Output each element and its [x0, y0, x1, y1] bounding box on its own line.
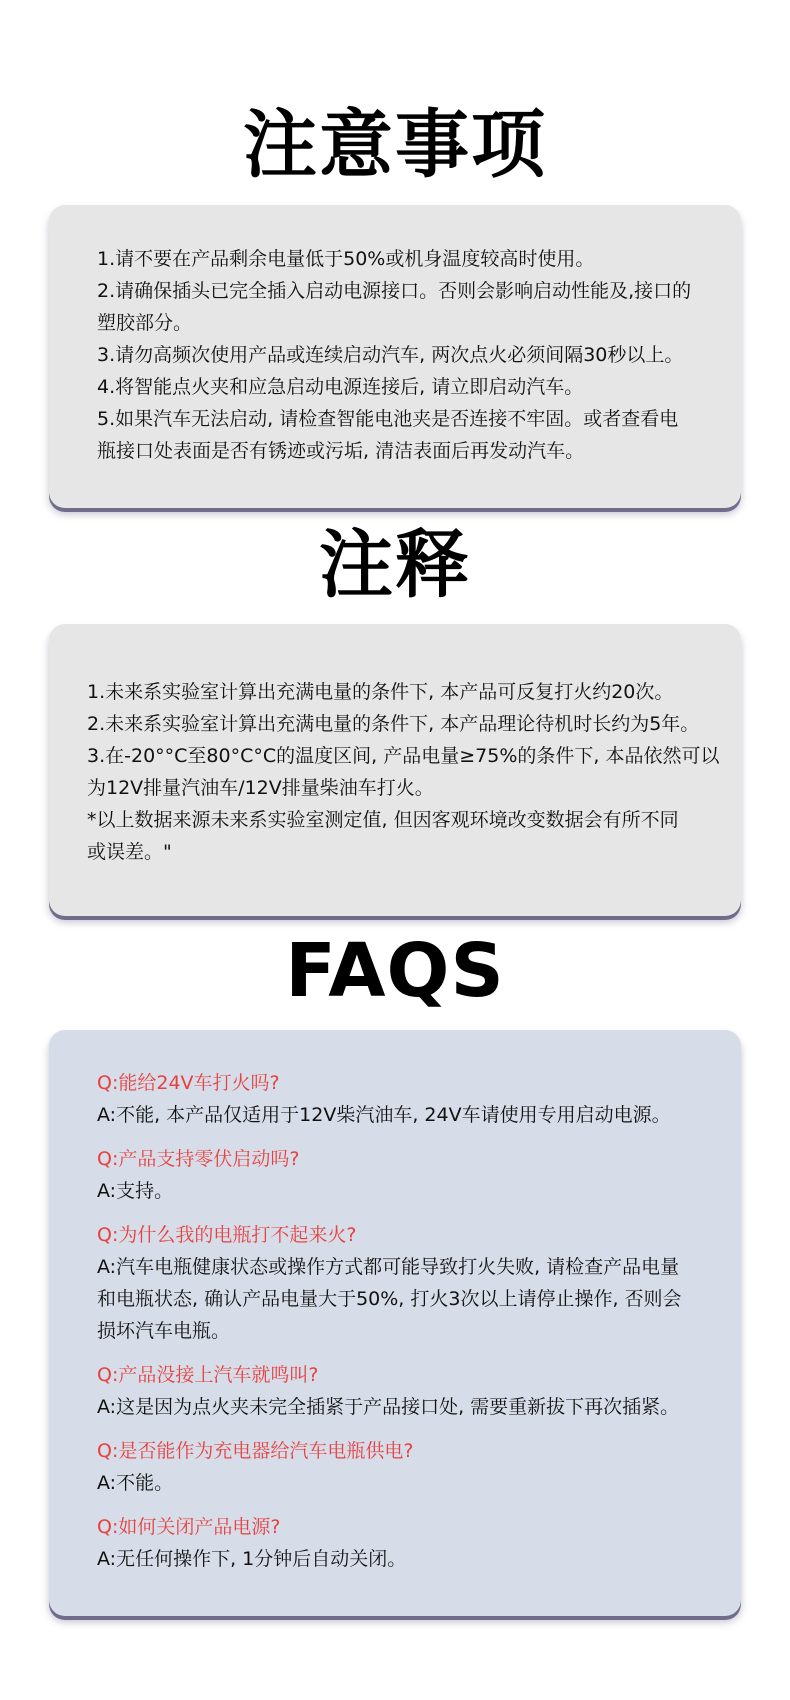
notes-line: 2.请确保插头已完全插入启动电源接口。否则会影响启动性能及,接口的	[97, 280, 692, 302]
notes-card	[49, 205, 741, 508]
faq-question: Q:能给24V车打火吗?	[97, 1072, 280, 1094]
annotation-line: 或误差。"	[87, 841, 172, 863]
faq-answer: A:无任何操作下, 1分钟后自动关闭。	[97, 1548, 407, 1570]
faq-item	[97, 1067, 701, 1131]
faq-answer: 和电瓶状态, 确认产品电量大于50%, 打火3次以上请停止操作, 否则会	[97, 1288, 682, 1310]
faq-item	[97, 1359, 701, 1423]
annotation-line: 1.未来系实验室计算出充满电量的条件下, 本产品可反复打火约20次。	[87, 681, 674, 703]
notes-line: 3.请勿高频次使用产品或连续启动汽车, 两次点火必须间隔30秒以上。	[97, 344, 684, 366]
faq-answer: A:汽车电瓶健康状态或操作方式都可能导致打火失败, 请检查产品电量	[97, 1256, 680, 1278]
annotation-line: 为12V排量汽油车/12V排量柴油车打火。	[87, 777, 434, 799]
notes-line: 1.请不要在产品剩余电量低于50%或机身温度较高时使用。	[97, 248, 595, 270]
faq-answer: A:这是因为点火夹未完全插紧于产品接口处, 需要重新拔下再次插紧。	[97, 1396, 680, 1418]
faq-item	[97, 1435, 701, 1499]
notes-line: 4.将智能点火夹和应急启动电源连接后, 请立即启动汽车。	[97, 376, 584, 398]
annotation-line: 2.未来系实验室计算出充满电量的条件下, 本产品理论待机时长约为5年。	[87, 713, 700, 735]
faq-item	[97, 1219, 701, 1347]
faq-answer: A:不能, 本产品仅适用于12V柴汽油车, 24V车请使用专用启动电源。	[97, 1104, 671, 1126]
faqs-card	[49, 1030, 741, 1616]
notes-line: 塑胶部分。	[97, 312, 193, 334]
annotation-line: *以上数据来源未来系实验室测定值, 但因客观环境改变数据会有所不同	[87, 809, 679, 831]
annotation-line: 3.在-20°°C至80°C°C的温度区间, 产品电量≥75%的条件下, 本品依然可以	[87, 745, 720, 767]
faq-answer: A:支持。	[97, 1180, 174, 1202]
notes-line: 瓶接口处表面是否有锈迹或污垢, 清洁表面后再发动汽车。	[97, 440, 585, 462]
faq-answer: A:不能。	[97, 1472, 174, 1494]
faqs-title: FAQS	[285, 928, 505, 1014]
faq-question: Q:产品支持零伏启动吗?	[97, 1148, 300, 1170]
faq-answer: 损坏汽车电瓶。	[97, 1320, 231, 1342]
faq-item	[97, 1511, 701, 1575]
faq-question: Q:是否能作为充电器给汽车电瓶供电?	[97, 1440, 414, 1462]
faq-question: Q:为什么我的电瓶打不起来火?	[97, 1224, 357, 1246]
notes-line: 5.如果汽车无法启动, 请检查智能电池夹是否连接不牢固。或者查看电	[97, 408, 679, 430]
annotations-card	[49, 624, 741, 916]
notes-title: 注意事项	[243, 102, 547, 188]
annotations-title: 注释	[319, 522, 471, 608]
faq-item	[97, 1143, 701, 1207]
faq-question: Q:产品没接上汽车就鸣叫?	[97, 1364, 319, 1386]
faq-question: Q:如何关闭产品电源?	[97, 1516, 281, 1538]
